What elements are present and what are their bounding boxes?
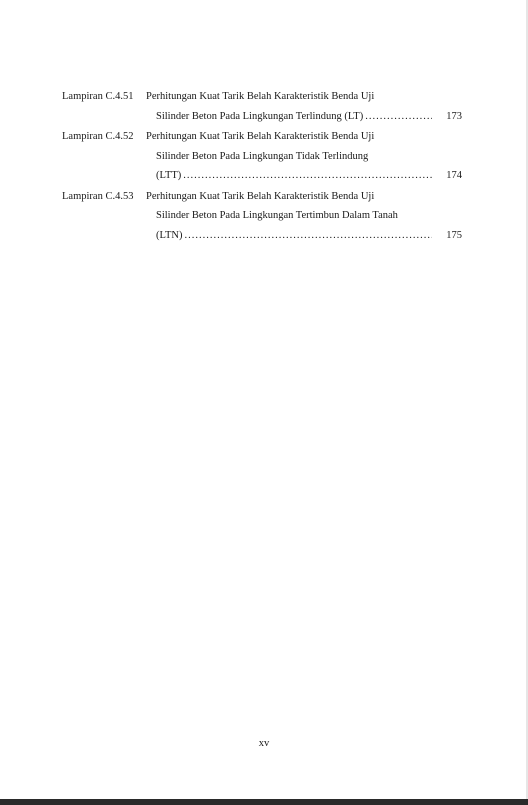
toc-entry-c453 <box>62 187 462 246</box>
toc-entry-body <box>146 127 462 186</box>
toc-entry-body <box>146 87 462 126</box>
toc-entry-last-line <box>146 166 462 186</box>
toc-entry-title-line: Silinder Beton Pada Lingkungan Tertimbun Dalam Tanah <box>156 210 398 221</box>
toc-entry-code: Lampiran C.4.51 <box>62 91 134 102</box>
table-of-contents <box>62 87 462 246</box>
toc-entry-code: Lampiran C.4.53 <box>62 190 134 202</box>
scan-bottom-edge <box>0 799 528 805</box>
page-number: xv <box>258 738 270 749</box>
toc-dot-leader <box>184 226 432 246</box>
toc-entry-last-line <box>146 226 462 246</box>
toc-dot-leader <box>183 166 432 186</box>
toc-entry-title-line: (LTN) <box>156 229 183 241</box>
toc-dot-leader <box>365 107 432 127</box>
toc-entry-c452 <box>62 127 462 186</box>
toc-entry-title-line: Perhitungan Kuat Tarik Belah Karakteristik Benda Uji <box>146 190 375 202</box>
toc-entry-page: 174 <box>446 170 462 181</box>
toc-entry-last-line <box>146 107 462 127</box>
toc-entry-title-line: Perhitungan Kuat Tarik Belah Karakteristik Benda Uji <box>146 131 375 142</box>
toc-entry-page: 175 <box>446 229 462 241</box>
toc-entry-c451 <box>62 87 462 126</box>
toc-entry-page: 173 <box>446 110 462 122</box>
toc-entry-title-line: Silinder Beton Pada Lingkungan Terlindung (LT) <box>156 110 364 122</box>
toc-entry-title-line: Perhitungan Kuat Tarik Belah Karakteristik Benda Uji <box>146 91 375 102</box>
toc-entry-title-line: (LTT) <box>156 170 182 181</box>
toc-entry-code: Lampiran C.4.52 <box>62 131 134 142</box>
toc-entry-title-line: Silinder Beton Pada Lingkungan Tidak Terlindung <box>156 150 369 162</box>
toc-entry-body <box>146 187 462 246</box>
